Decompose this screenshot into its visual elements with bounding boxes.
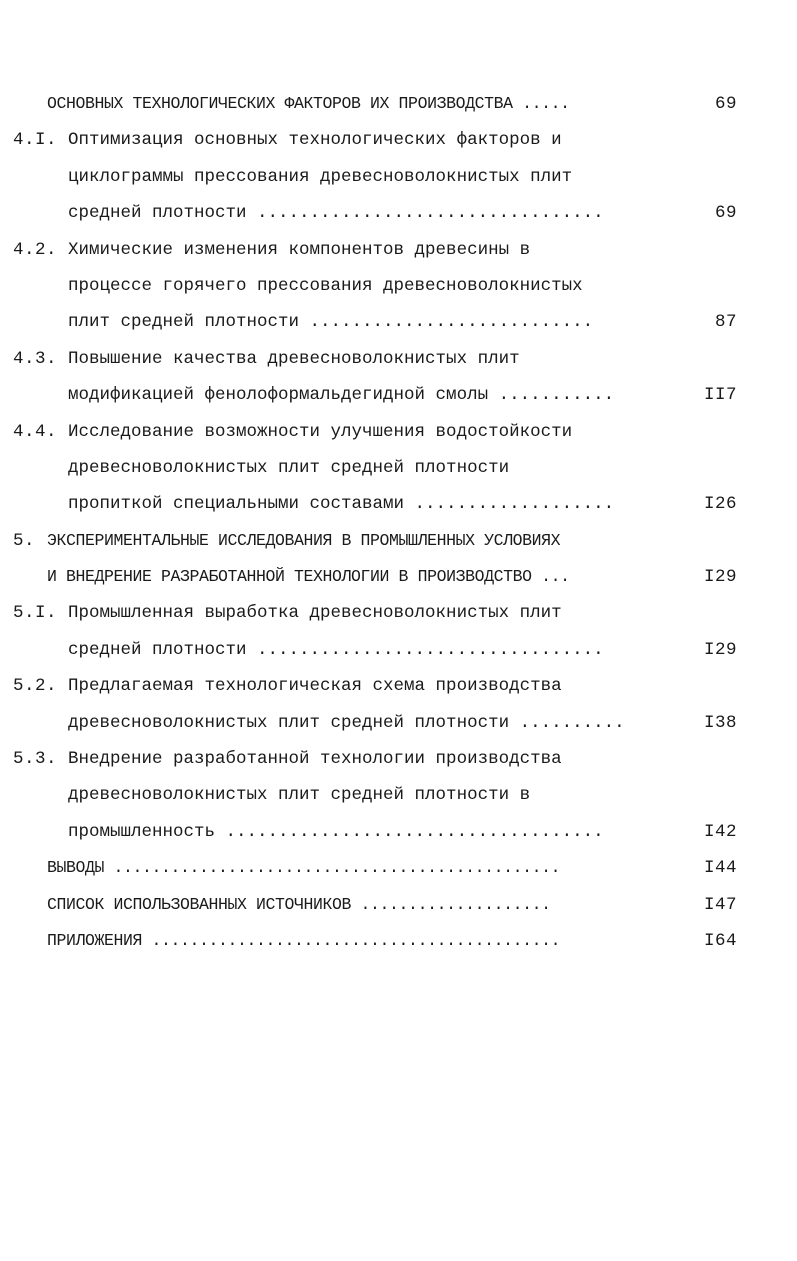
toc-page-number: I38	[703, 712, 737, 733]
table-of-contents	[0, 86, 797, 959]
toc-line	[0, 195, 797, 231]
toc-line	[0, 159, 797, 195]
toc-page-number: I44	[703, 858, 737, 879]
toc-entry-title: древесноволокнистых плит средней плотности в	[68, 785, 531, 806]
toc-entry-title: циклограммы прессования древесноволокнистых плит	[68, 166, 573, 187]
toc-entry-title: СПИСОК ИСПОЛЬЗОВАННЫХ ИСТОЧНИКОВ ....................	[47, 894, 551, 914]
toc-entry-title: И ВНЕДРЕНИЕ РАЗРАБОТАННОЙ ТЕХНОЛОГИИ В ПРОИЗВОДСТВО ...	[47, 567, 570, 587]
toc-entry-title: средней плотности .................................	[68, 639, 604, 660]
toc-page-number: I29	[703, 567, 737, 588]
toc-entry-number: 5.	[13, 530, 36, 551]
toc-entry-title: древесноволокнистых плит средней плотности	[68, 457, 510, 478]
toc-line	[0, 923, 797, 959]
toc-entry-title: ВЫВОДЫ ...............................................	[47, 858, 561, 878]
toc-entry-title: Химические изменения компонентов древесины в	[68, 239, 531, 260]
toc-entry-number: 5.3.	[13, 749, 58, 770]
toc-page-number: I29	[703, 639, 737, 660]
toc-line	[0, 122, 797, 158]
toc-entry-title: модификацией фенолоформальдегидной смолы ...........	[68, 385, 615, 406]
toc-entry-title: ОСНОВНЫХ ТЕХНОЛОГИЧЕСКИХ ФАКТОРОВ ИХ ПРОИЗВОДСТВА .....	[47, 94, 570, 113]
toc-entry-title: Предлагаемая технологическая схема производства	[68, 676, 562, 697]
toc-line	[0, 86, 797, 122]
toc-line	[0, 450, 797, 486]
toc-line	[0, 705, 797, 741]
toc-line	[0, 814, 797, 850]
toc-line	[0, 377, 797, 413]
toc-line	[0, 559, 797, 595]
toc-line	[0, 632, 797, 668]
toc-page-number: I26	[703, 494, 737, 515]
toc-entry-number: 4.I.	[13, 130, 58, 151]
toc-line	[0, 268, 797, 304]
toc-page-number: 69	[714, 94, 737, 114]
toc-entry-title: пропиткой специальными составами ...................	[68, 494, 615, 515]
toc-page-number: II7	[703, 385, 737, 406]
toc-page-number: I42	[703, 821, 737, 842]
toc-line	[0, 595, 797, 631]
toc-entry-title: плит средней плотности ...........................	[68, 312, 594, 333]
toc-entry-number: 4.4.	[13, 421, 58, 442]
toc-page-number: I64	[703, 930, 737, 951]
toc-line	[0, 486, 797, 522]
toc-page-number: 87	[714, 312, 737, 333]
toc-line	[0, 341, 797, 377]
toc-entry-title: Промышленная выработка древесноволокнистых плит	[68, 603, 562, 624]
toc-entry-title: Внедрение разработанной технологии производства	[68, 749, 562, 770]
toc-entry-title: средней плотности .................................	[68, 203, 604, 224]
toc-entry-title: промышленность ....................................	[68, 821, 604, 842]
toc-entry-title: ЭКСПЕРИМЕНТАЛЬНЫЕ ИССЛЕДОВАНИЯ В ПРОМЫШЛЕННЫХ УСЛОВИЯХ	[47, 530, 561, 550]
toc-entry-number: 5.I.	[13, 603, 58, 624]
toc-entry-number: 4.3.	[13, 348, 58, 369]
toc-line	[0, 523, 797, 559]
toc-entry-title: древесноволокнистых плит средней плотности ..........	[68, 712, 625, 733]
toc-entry-title: Оптимизация основных технологических факторов и	[68, 130, 562, 151]
toc-line	[0, 850, 797, 886]
toc-line	[0, 887, 797, 923]
toc-line	[0, 668, 797, 704]
toc-line	[0, 304, 797, 340]
toc-entry-title: Исследование возможности улучшения водостойкости	[68, 421, 573, 442]
toc-line	[0, 232, 797, 268]
toc-entry-number: 5.2.	[13, 676, 58, 697]
toc-line	[0, 741, 797, 777]
toc-line	[0, 414, 797, 450]
toc-line	[0, 777, 797, 813]
toc-page-number: I47	[703, 894, 737, 915]
toc-entry-title: процессе горячего прессования древесноволокнистых	[68, 275, 583, 296]
toc-entry-number: 4.2.	[13, 239, 58, 260]
toc-page-number: 69	[714, 203, 737, 224]
toc-entry-title: ПРИЛОЖЕНИЯ ...........................................	[47, 930, 561, 950]
toc-entry-title: Повышение качества древесноволокнистых плит	[68, 348, 520, 369]
